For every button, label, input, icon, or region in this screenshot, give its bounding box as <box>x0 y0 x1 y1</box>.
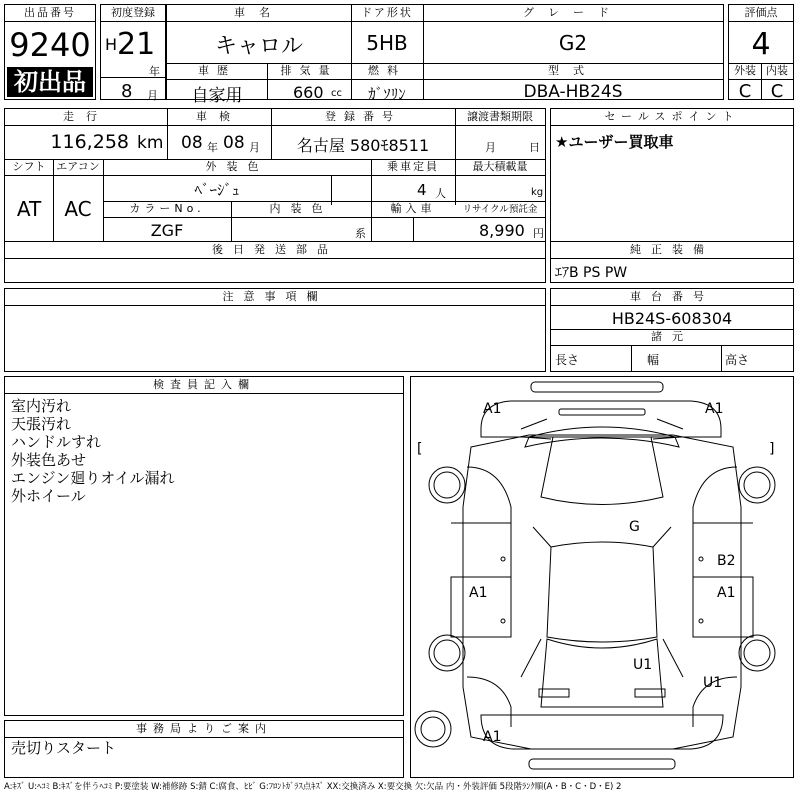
chassis-box <box>550 288 794 372</box>
notes-box <box>4 288 546 372</box>
displacement: 660 <box>293 83 324 102</box>
mark-front-right: A1 <box>705 401 724 417</box>
sales-point: ★ユーザー買取車 <box>555 133 674 151</box>
inspector-line: 室内汚れ <box>11 397 72 415</box>
inspector-line: 外ホイール <box>11 487 86 505</box>
office-box <box>4 720 404 778</box>
history: 自家用 <box>191 86 243 106</box>
car-info-box <box>166 4 724 106</box>
reg-month: 8 <box>121 81 133 102</box>
spec-width: 幅 <box>647 353 660 367</box>
recycle-unit: 円 <box>533 227 544 240</box>
transfer-label: 譲渡書類期限 <box>467 110 533 123</box>
inspector-line: 天張汚れ <box>11 415 72 433</box>
color-no: ZGF <box>150 221 184 240</box>
max-load-unit: kg <box>531 187 544 198</box>
ext-color-label: 外装色 <box>205 160 269 173</box>
grade-label: グレード <box>523 6 623 19</box>
car-name: キャロル <box>214 34 303 59</box>
ac-label: エアコン <box>56 160 100 173</box>
recycle-label: リサイクル預託金 <box>462 204 538 215</box>
capacity-unit: 人 <box>435 187 446 200</box>
recycle-amount: 8,990 <box>479 221 525 240</box>
ac: AC <box>64 197 92 221</box>
plate-number: 名古屋 580ﾓ8511 <box>296 136 430 155</box>
mark-roof: U1 <box>633 657 653 673</box>
inspector-label: 検査員記入欄 <box>153 378 255 391</box>
inspector-box <box>4 376 404 716</box>
displacement-label: 排気量 <box>280 64 338 77</box>
capacity: 4 <box>417 181 427 199</box>
mark-rear-right: U1 <box>703 675 723 691</box>
model-label: 型式 <box>548 64 598 77</box>
office-text: 売切りスタート <box>11 739 117 757</box>
capacity-label: 乗車定員 <box>387 160 439 173</box>
inspector-notes <box>11 397 175 505</box>
equipment: ｴｱB PS PW <box>555 265 628 281</box>
equipment-box <box>550 241 794 283</box>
transfer-day-unit: 日 <box>529 141 540 154</box>
car-diagram <box>410 376 794 778</box>
sales-point-box <box>550 108 794 242</box>
lot-label: 出品番号 <box>24 6 76 19</box>
later-parts-label: 後日発送部品 <box>212 243 338 256</box>
transfer-month-unit: 月 <box>485 141 496 154</box>
score-label: 評価点 <box>744 6 778 19</box>
int-color-label: 内装色 <box>269 202 333 215</box>
lot-number: 9240 <box>9 26 91 64</box>
inspection-month: 08 <box>223 133 245 153</box>
chassis-label: 車台番号 <box>630 290 714 303</box>
shift-label: シフト <box>12 160 46 173</box>
exterior-grade: C <box>738 81 752 102</box>
max-load-label: 最大積載量 <box>472 160 528 173</box>
score-box <box>728 4 794 100</box>
history-label: 車歴 <box>198 64 236 77</box>
import-label: 輸入車 <box>390 202 436 215</box>
later-parts-box <box>4 241 546 283</box>
fuel: ｶﾞｿﾘﾝ <box>368 85 406 103</box>
mark-bracket-right: ] <box>769 441 775 457</box>
reg-year-unit: 年 <box>149 65 160 78</box>
mark-left-door: A1 <box>469 585 488 601</box>
equipment-label: 純正装備 <box>630 243 714 256</box>
mark-hood: G <box>629 519 640 535</box>
model-code: DBA-HB24S <box>523 82 623 102</box>
mark-right-door: A1 <box>717 585 736 601</box>
inspection-year-unit: 年 <box>207 141 218 154</box>
grade: G2 <box>558 31 588 55</box>
exterior-label: 外装 <box>734 64 756 77</box>
lot-box <box>4 4 96 100</box>
displacement-unit: cc <box>331 88 342 99</box>
shift: AT <box>16 197 42 221</box>
spec-height: 高さ <box>725 353 750 367</box>
plate-label: 登録番号 <box>325 110 401 123</box>
interior-grade: C <box>770 81 784 102</box>
chassis-number: HB24S-608304 <box>611 309 733 328</box>
mileage: 116,258 <box>50 131 129 153</box>
details-box <box>4 108 546 242</box>
inspector-line: 外装色あせ <box>11 451 87 469</box>
office-label: 事務局よりご案内 <box>136 722 272 735</box>
score: 4 <box>751 27 771 62</box>
mileage-label: 走行 <box>63 110 109 123</box>
mark-front-left: A1 <box>483 401 502 417</box>
first-reg-label: 初度登録 <box>111 6 155 19</box>
inspection-year: 08 <box>181 133 203 153</box>
reg-month-unit: 月 <box>147 89 158 102</box>
interior-label: 内装 <box>766 64 788 77</box>
int-color-unit: 系 <box>355 227 366 240</box>
car-outline <box>411 377 793 777</box>
mileage-unit: km <box>137 133 164 153</box>
inspector-line: エンジン廻りオイル漏れ <box>11 469 175 487</box>
legend: A:ｷｽﾞ U:ﾍｺﾐ B:ｷｽﾞを伴うﾍｺﾐ P:要塗装 W:補修跡 S:錆 C:腐食、ﾋﾋﾞ G:ﾌﾛﾝﾄｶﾞﾗｽ点ｷｽﾞ XX:交換済み X:要交換 欠:欠品 内・外装評価 5段階ﾗﾝｸ順(A・B・C・D・E) 2 <box>4 782 622 792</box>
mark-rear-bumper-left: A1 <box>483 729 502 745</box>
era: H <box>105 35 118 54</box>
mark-right-front-door: B2 <box>717 553 736 569</box>
door-type: 5HB <box>366 31 408 55</box>
color-no-label: カラーNo. <box>129 202 205 215</box>
inspection-label: 車検 <box>196 110 242 123</box>
sales-point-label: セールスポイント <box>604 110 740 123</box>
spec-length: 長さ <box>555 353 580 367</box>
inspection-month-unit: 月 <box>249 141 260 154</box>
first-listing-text: 初出品 <box>14 68 86 96</box>
reg-year: 21 <box>117 27 156 62</box>
car-name-label: 車名 <box>234 6 284 19</box>
first-registration-box <box>100 4 166 100</box>
fuel-label: 燃料 <box>368 64 406 77</box>
spec-label: 諸元 <box>651 330 693 343</box>
ext-color: ﾍﾞｰｼﾞｭ <box>194 181 240 199</box>
notes-label: 注意事項欄 <box>222 290 328 303</box>
door-label: ドア形状 <box>361 6 413 19</box>
inspector-line: ハンドルすれ <box>11 433 102 451</box>
mark-bracket-left: [ <box>417 441 423 457</box>
